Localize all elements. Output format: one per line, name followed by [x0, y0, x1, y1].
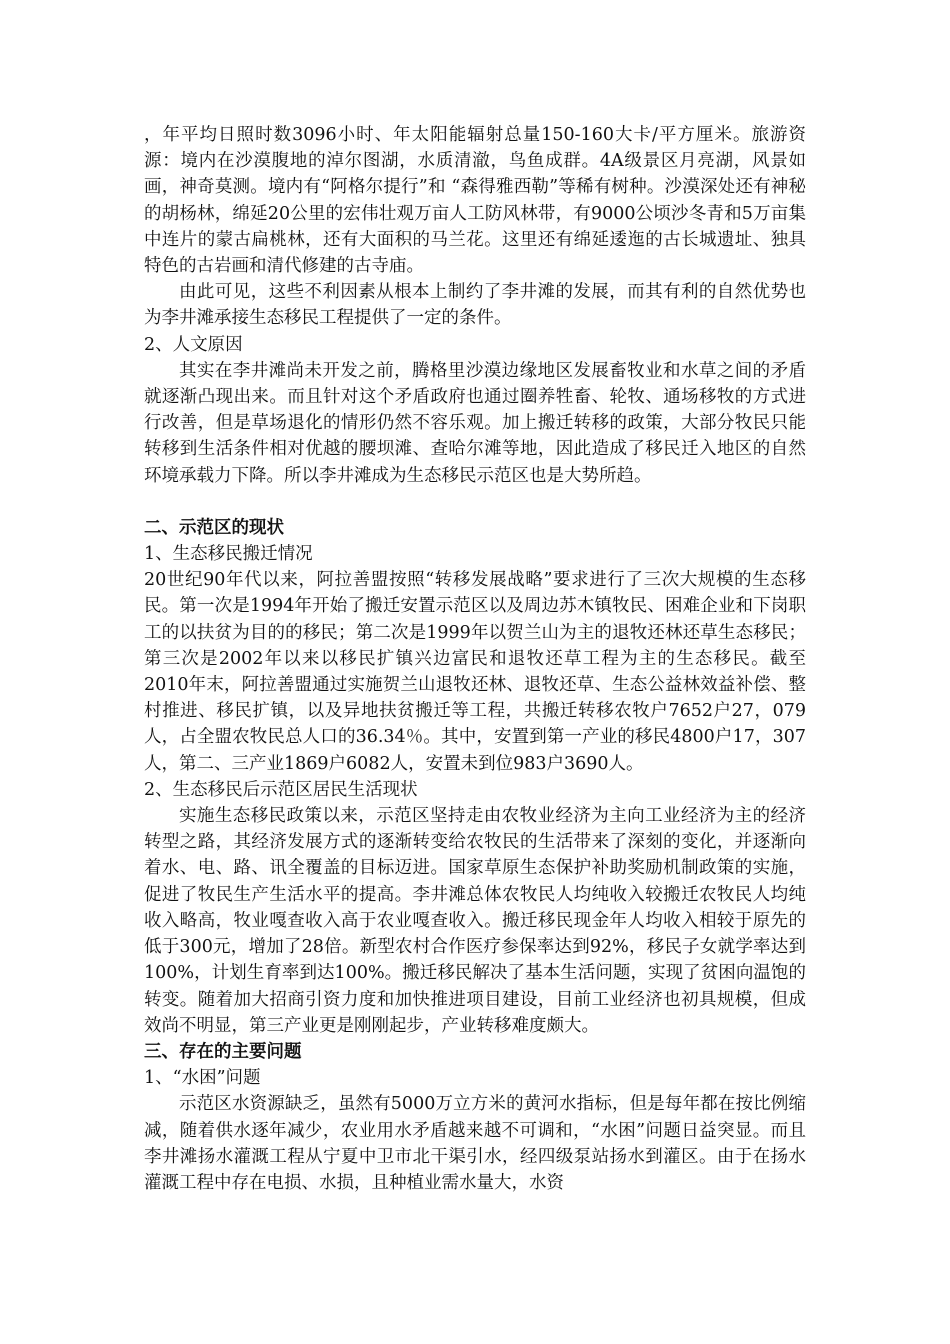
- subheading-relocation: 1、生态移民搬迁情况: [144, 544, 313, 565]
- document-body: [144, 122, 806, 1196]
- section-heading-main-problems: 三、存在的主要问题: [144, 1041, 302, 1062]
- paragraph-water-problem: 示范区水资源缺乏，虽然有5000万立方米的黄河水指标，但是每年都在按比例缩减，随着供水逐年减少，农业用水矛盾越来越不可调和，“水困”问题日益突显。而且李井滩扬水灌溉工程从宁夏中卫市北干渠引水，经四级泵站扬水到灌区。由于在扬水灌溉工程中存在电损、水损，且种植业需水量大，水资: [144, 1094, 806, 1193]
- paragraph-summary: 由此可见，这些不利因素从根本上制约了李井滩的发展，而其有利的自然优势也为李井滩承接生态移民工程提供了一定的条件。: [144, 282, 806, 329]
- subheading-humanistic-reasons: 2、人文原因: [144, 334, 243, 355]
- section-heading-current-status: 二、示范区的现状: [144, 517, 284, 538]
- blank-line: [144, 489, 806, 515]
- paragraph-humanistic-reasons: 其实在李井滩尚未开发之前，腾格里沙漠边缘地区发展畜牧业和水草之间的矛盾就逐渐凸现出来。而且针对这个矛盾政府也通过圈养牲畜、轮牧、通场移牧的方式进行改善，但是草场退化的情形仍然不容乐观。加上搬迁转移的政策，大部分牧民只能转移到生活条件相对优越的腰坝滩、查哈尔滩等地，因此造成了移民迁入地区的自然环境承载力下降。所以李井滩成为生态移民示范区也是大势所趋。: [144, 360, 806, 486]
- subheading-living-status: 2、生态移民后示范区居民生活现状: [144, 779, 418, 800]
- subheading-water-problem: 1、“水困”问题: [144, 1068, 261, 1089]
- paragraph-relocation: 20世纪90年代以来，阿拉善盟按照“转移发展战略”要求进行了三次大规模的生态移民。第一次是1994年开始了搬迁安置示范区以及周边苏木镇牧民、困难企业和下岗职工的以扶贫为目的的移民；第二次是1999年以贺兰山为主的退牧还林还草生态移民；第三次是2002年以来以移民扩镇兴边富民和退牧还草工程为主的生态移民。截至2010年末，阿拉善盟通过实施贺兰山退牧还林、退牧还草、生态公益林效益补偿、整村推进、移民扩镇，以及异地扶贫搬迁等工程，共搬迁转移农牧户7652户27，079人，占全盟农牧民总人口的36.34％。其中，安置到第一产业的移民4800户17，307人，第二、三产业1869户6082人，安置未到位983户3690人。: [144, 570, 806, 774]
- paragraph-living-status: 实施生态移民政策以来，示范区坚持走由农牧业经济为主向工业经济为主的经济转型之路，其经济发展方式的逐渐转变给农牧民的生活带来了深刻的变化，并逐渐向着水、电、路、讯全覆盖的目标迈进。国家草原生态保护补助奖励机制政策的实施，促进了牧民生产生活水平的提高。李井滩总体农牧民人均纯收入较搬迁农牧民人均纯收入略高，牧业嘎查收入高于农业嘎查收入。搬迁移民现金年人均收入相较于原先的低于300元，增加了28倍。新型农村合作医疗参保率达到92%，移民子女就学率达到100%，计划生育率到达100%。搬迁移民解决了基本生活问题，实现了贫困向温饱的转变。随着加大招商引资力度和加快推进项目建设，目前工业经济也初具规模，但成效尚不明显，第三产业更是刚刚起步，产业转移难度颇大。: [144, 806, 806, 1036]
- paragraph-climate-tourism: ，年平均日照时数3096小时、年太阳能辐射总量150-160大卡/平方厘米。旅游资源：境内在沙漠腹地的淖尔图湖，水质清澈，鸟鱼成群。4A级景区月亮湖，风景如画，神奇莫测。境内有“阿格尔提行”和 “森得雅西勒”等稀有树种。沙漠深处还有神秘的胡杨林，绵延20公里的宏伟壮观万亩人工防风林带，有9000公顷沙冬青和5万亩集中连片的蒙古扁桃林，还有大面积的马兰花。这里还有绵延逶迤的古长城遗址、独具特色的古岩画和清代修建的古寺庙。: [144, 125, 806, 277]
